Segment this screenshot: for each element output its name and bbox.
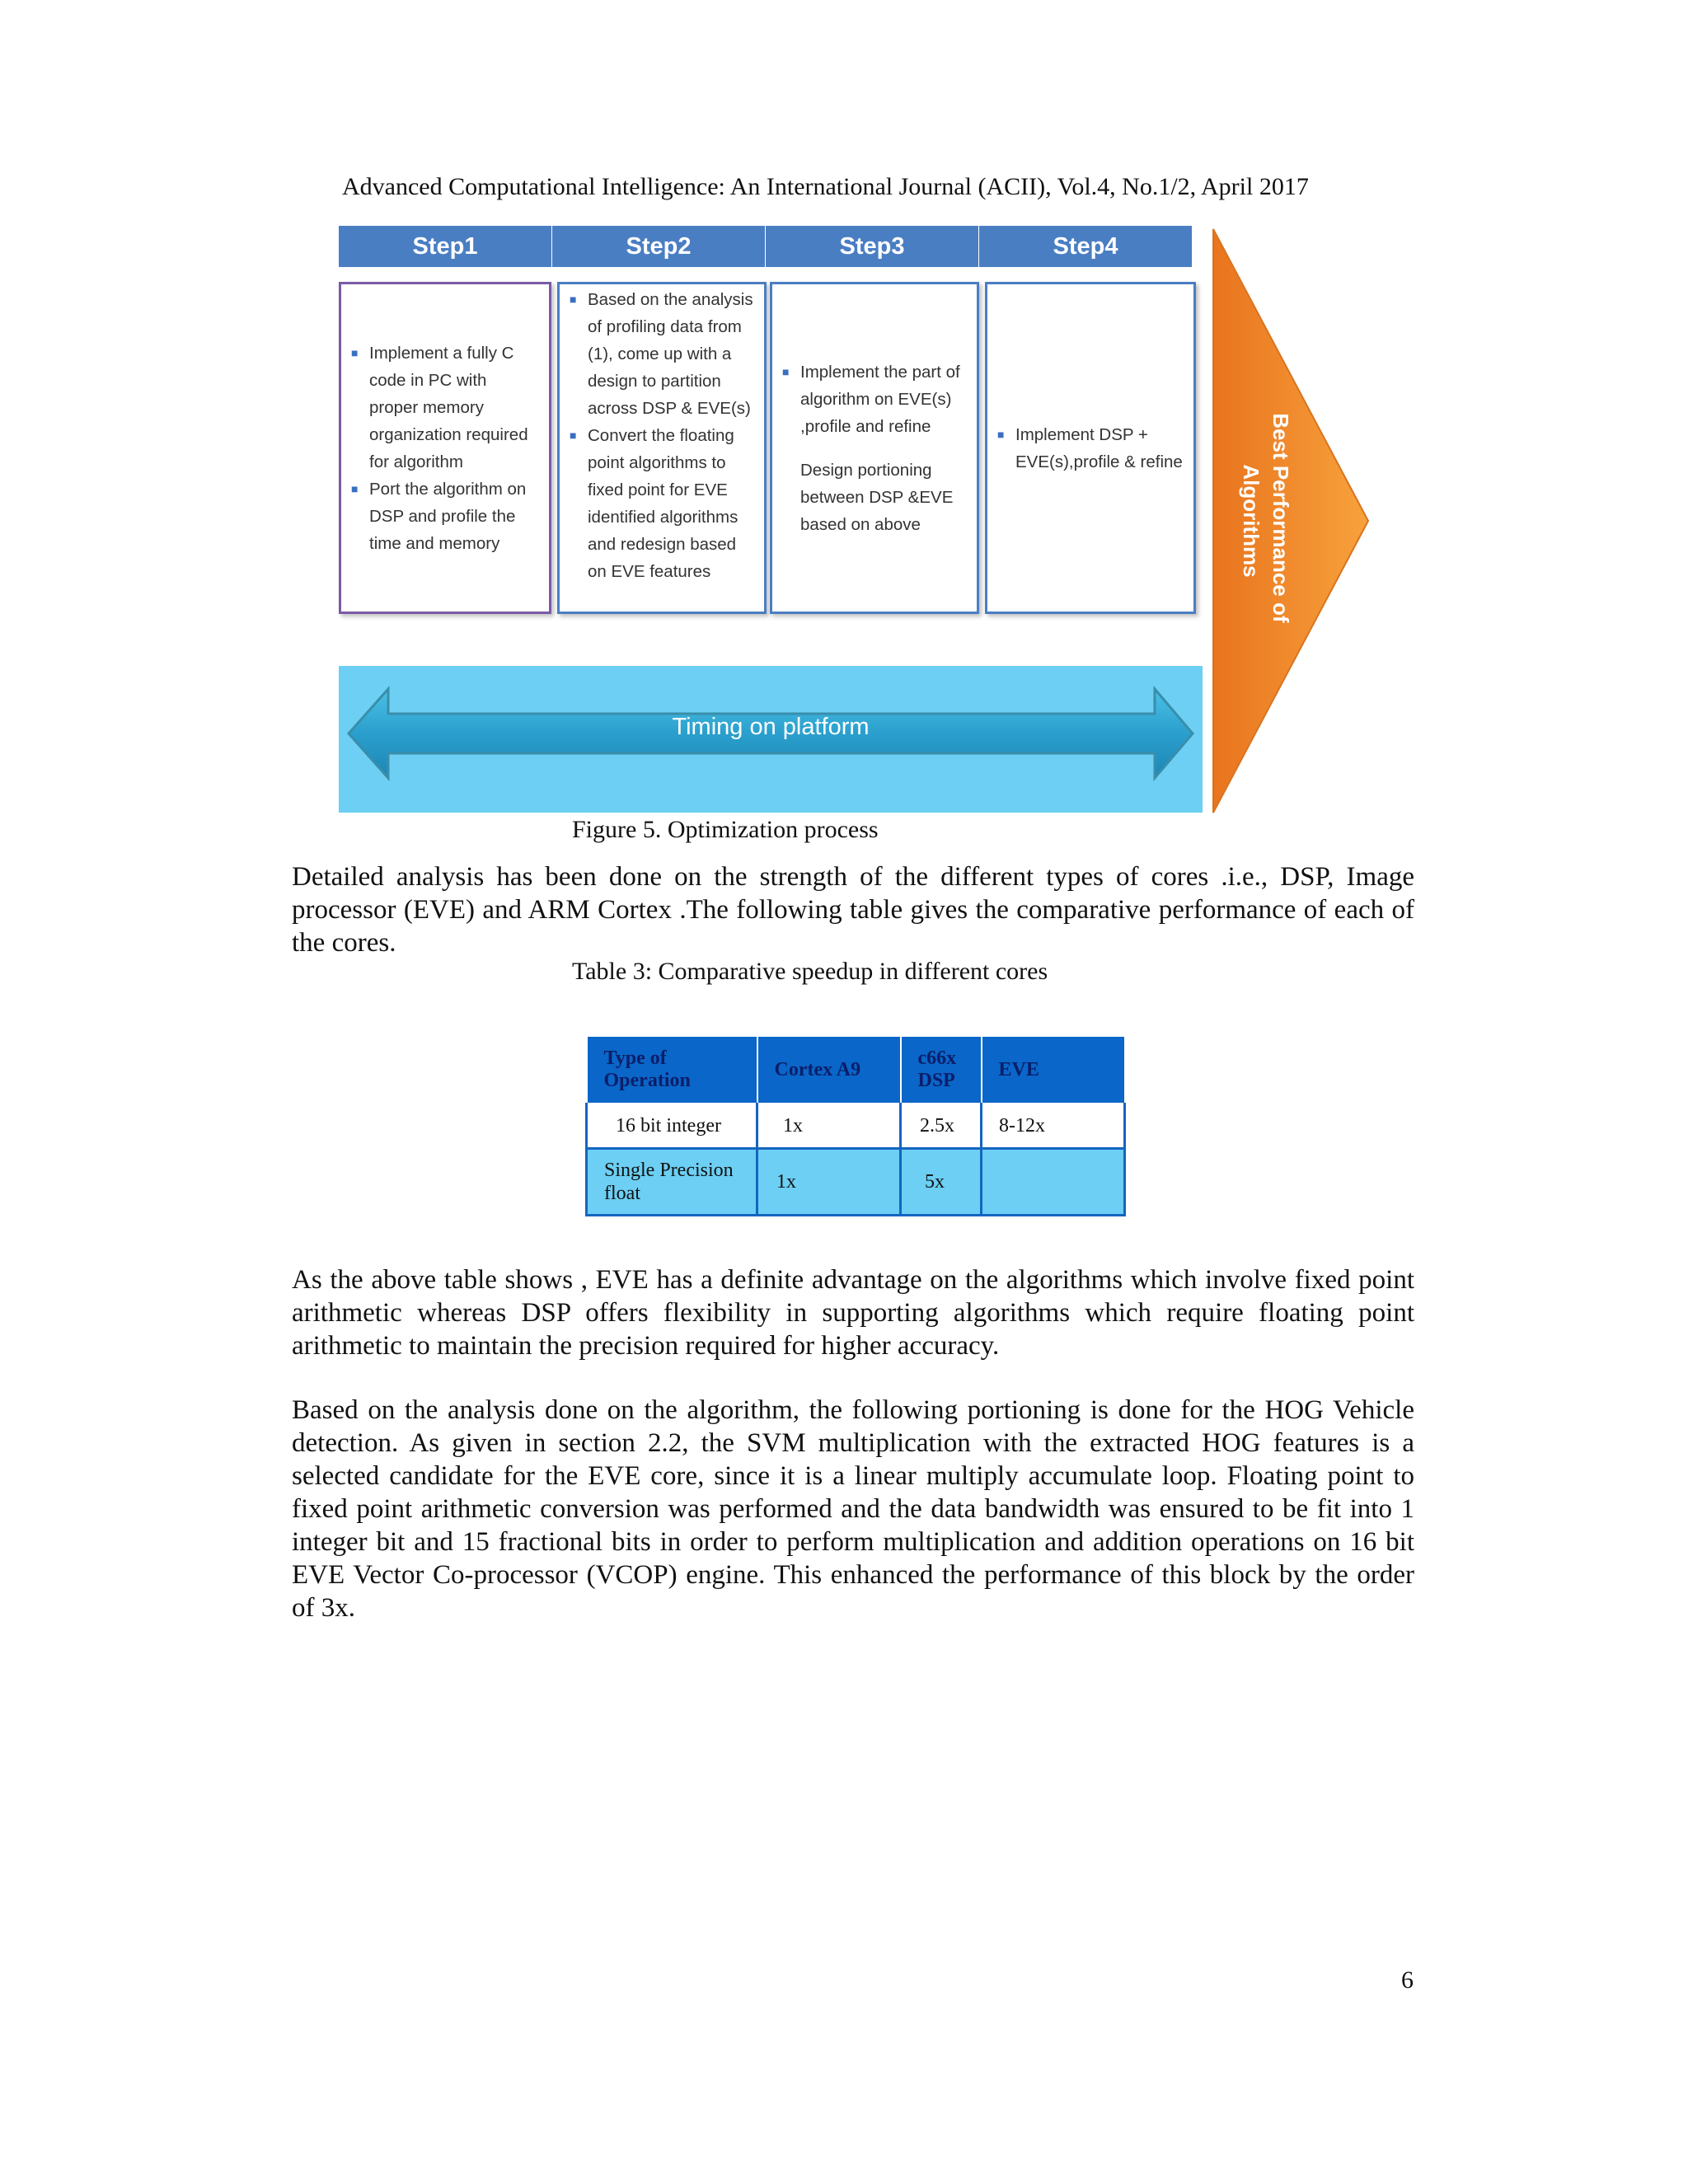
paragraph-1: Detailed analysis has been done on the strength of the different types of cores .i.e., DSP, Image processor (EVE) and ARM Cortex .The following table gives the comparative performance of each of the cores. <box>292 862 1414 958</box>
header-cortex-a9: Cortex A9 <box>757 1036 901 1104</box>
timing-label: Timing on platform <box>672 714 870 740</box>
cell-eve-float <box>982 1149 1125 1216</box>
performance-label: Best Performance of Algorithms <box>1239 413 1293 623</box>
cell-dsp-16bit: 2.5x <box>901 1104 982 1149</box>
cell-dsp-float: 5x <box>901 1149 982 1216</box>
step2-box: ■ Based on the analysis of profiling data from (1), come up with a design to partition across DSP & EVE(s) ■ Convert the floating point algorithms to fixed point for EVE identified algorithms and redesign based on EVE features <box>557 282 767 614</box>
cell-eve-16bit: 8-12x <box>982 1104 1125 1149</box>
step1-box: ■ Implement a fully C code in PC with proper memory organization required for algorithm ■ Port the algorithm on DSP and profile the time and memory <box>339 282 551 614</box>
paragraph-2: As the above table shows , EVE has a definite advantage on the algorithms which involve fixed point arithmetic whereas DSP offers flexibility in supporting algorithms which require floating point arithmetic to maintain the precision required for higher accuracy. <box>292 1265 1414 1361</box>
table-row <box>587 1149 1125 1216</box>
cell-op-16bit: 16 bit integer <box>587 1104 757 1149</box>
step1-header: Step1 <box>339 226 551 267</box>
table-row <box>587 1104 1125 1149</box>
table-caption: Table 3: Comparative speedup in different cores <box>572 958 1048 985</box>
cell-op-float: Single Precision float <box>587 1149 757 1216</box>
step2-header: Step2 <box>552 226 765 267</box>
step1-bullet-1: Implement a fully C code in PC with proper memory organization required for algorithm <box>369 343 528 471</box>
page-number: 6 <box>1401 1966 1414 1994</box>
journal-header: Advanced Computational Intelligence: An International Journal (ACII), Vol.4, No.1/2, April 2017 <box>342 173 1309 200</box>
figure-caption: Figure 5. Optimization process <box>572 816 879 843</box>
cell-cortex-float: 1x <box>757 1149 901 1216</box>
step3-bullet-2: Design portioning between DSP &EVE based on above <box>800 460 954 534</box>
step3-box: ■ Implement the part of algorithm on EVE(s) ,profile and refine Design portioning between DSP &EVE based on above <box>770 282 979 614</box>
step4-box: ■ Implement DSP + EVE(s),profile & refine <box>985 282 1196 614</box>
table-header-row <box>587 1036 1125 1104</box>
header-eve: EVE <box>982 1036 1125 1104</box>
step2-bullet-2: Convert the floating point algorithms to fixed point for EVE identified algorithms and redesign based on EVE features <box>588 426 738 581</box>
step3-bullet-1: Implement the part of algorithm on EVE(s) ,profile and refine <box>800 362 960 436</box>
step1-bullet-2: Port the algorithm on DSP and profile the time and memory <box>369 479 527 553</box>
step2-bullet-1: Based on the analysis of profiling data from (1), come up with a design to partition across DSP & EVE(s) <box>588 290 753 418</box>
header-c66x-dsp: c66x DSP <box>901 1036 982 1104</box>
step3-header: Step3 <box>766 226 978 267</box>
cell-cortex-16bit: 1x <box>757 1104 901 1149</box>
header-type-of-operation: Type of Operation <box>587 1036 757 1104</box>
performance-arrow <box>1203 223 1376 820</box>
step4-header: Step4 <box>979 226 1192 267</box>
paragraph-3: Based on the analysis done on the algorithm, the following portioning is done for the HOG Vehicle detection. As given in section 2.2, the SVM multiplication with the extracted HOG features is a selected candidate for the EVE core, since it is a linear multiply accumulate loop. Floating point to fixed point arithmetic conversion was performed and the data bandwidth was ensured to be fit into 1 integer bit and 15 fractional bits in order to perform multiplication and addition operations on 16 bit EVE Vector Co-processor (VCOP) engine. This enhanced the performance of this block by the order of 3x. <box>292 1395 1414 1623</box>
speedup-table <box>585 1035 1126 1216</box>
step4-bullet-1: Implement DSP + EVE(s),profile & refine <box>1015 424 1183 471</box>
